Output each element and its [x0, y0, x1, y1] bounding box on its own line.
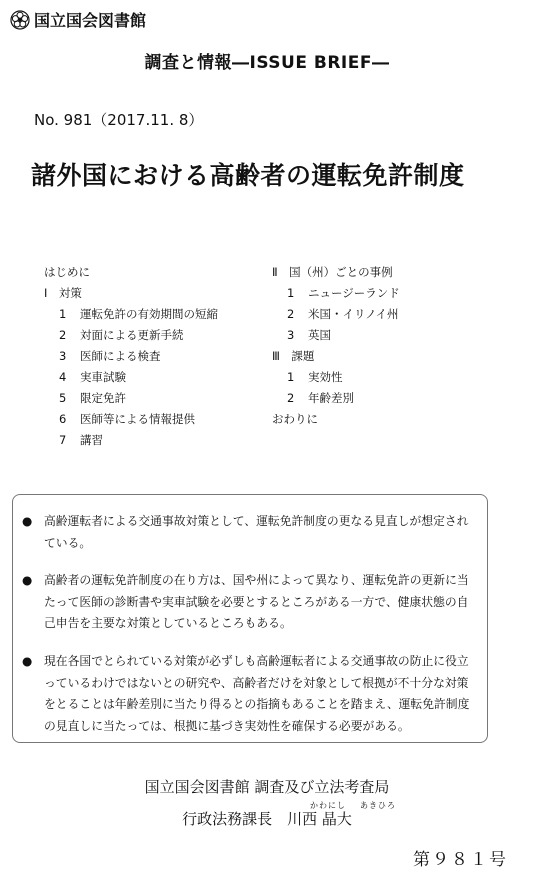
- toc-item: [272, 409, 400, 430]
- toc-item-label: 対面による更新手続: [80, 328, 184, 342]
- ruby-given: あきひろ: [360, 801, 396, 810]
- toc-item-number: 2: [59, 328, 67, 342]
- author-line: [0, 808, 534, 829]
- bullet-icon: ●: [22, 573, 33, 587]
- toc-item: [272, 388, 400, 409]
- ruby-family: かわにし: [310, 801, 346, 810]
- toc-item-label: 運転免許の有効期間の短縮: [80, 307, 218, 321]
- toc-item-number: 3: [59, 349, 67, 363]
- toc-item-label: 米国・イリノイ州: [308, 307, 399, 321]
- toc-item-label: 限定免許: [80, 391, 126, 405]
- library-header: [10, 8, 146, 31]
- toc-item-number: 1: [59, 307, 67, 321]
- toc-item-number: 4: [59, 370, 67, 384]
- bullet-icon: ●: [22, 654, 33, 668]
- toc-item-number: 5: [59, 391, 67, 405]
- toc-item-number: 2: [287, 391, 295, 405]
- bullet-icon: ●: [22, 514, 33, 528]
- toc-item-label: 医師による検査: [80, 349, 161, 363]
- toc-item-label: 英国: [308, 328, 331, 342]
- toc-item: [272, 367, 400, 388]
- summary-item: [22, 511, 476, 554]
- toc-item: [272, 304, 400, 325]
- document-title: 諸外国における高齢者の運転免許制度: [31, 161, 465, 190]
- toc-item-label: 年齢差別: [308, 391, 354, 405]
- summary-box: [12, 494, 488, 743]
- toc-item: [44, 388, 218, 409]
- issue-number-date: No. 981（2017.11. 8）: [34, 111, 204, 129]
- bureau-name: 国立国会図書館 調査及び立法考査局: [144, 778, 390, 796]
- author-name: 川西 晶大: [287, 810, 352, 828]
- summary-text: 現在各国でとられている対策が必ずしも高齢運転者による交通事故の防止に役立っているわけではないとの研究や、高齢者だけを対象として根拠が不十分な対策をとることは年齢差別に当たり得るとの指摘もあることを踏まえ、運転免許制度の見直しに当たっては、根拠に基づき実効性を確保する必要がある。: [44, 654, 470, 733]
- table-of-contents-right: [272, 262, 400, 430]
- toc-item: [44, 304, 218, 325]
- toc-item-number: 1: [287, 286, 295, 300]
- toc-item-label: Ⅱ 国（州）ごとの事例: [272, 265, 393, 279]
- toc-item-label: 講習: [80, 433, 103, 447]
- issue-number-footer: 第９８１号: [413, 850, 508, 870]
- toc-item: [44, 409, 218, 430]
- series-title: 調査と情報―ISSUE BRIEF―: [144, 53, 390, 73]
- toc-item: [44, 346, 218, 367]
- toc-item: [272, 262, 400, 283]
- toc-item-number: 2: [287, 307, 295, 321]
- toc-item-number: 7: [59, 433, 67, 447]
- toc-item-label: 実車試験: [80, 370, 126, 384]
- toc-item: [44, 283, 218, 304]
- toc-item-number: 6: [59, 412, 67, 426]
- toc-item: [44, 262, 218, 283]
- toc-item-label: Ⅰ 対策: [44, 286, 82, 300]
- summary-item: [22, 570, 476, 635]
- toc-item-label: おわりに: [272, 412, 318, 426]
- toc-item: [44, 367, 218, 388]
- library-logo-icon: [10, 10, 30, 30]
- toc-item-label: 医師等による情報提供: [80, 412, 195, 426]
- library-name: 国立国会図書館: [34, 11, 147, 30]
- summary-text: 高齢運転者による交通事故対策として、運転免許制度の更なる見直しが想定されている。: [44, 514, 469, 550]
- toc-item: [272, 346, 400, 367]
- toc-item-number: 1: [287, 370, 295, 384]
- toc-item-label: 実効性: [308, 370, 343, 384]
- summary-item: [22, 651, 476, 737]
- summary-text: 高齢者の運転免許制度の在り方は、国や州によって異なり、運転免許の更新に当たって医師の診断書や実車試験を必要とするところがある一方で、健康状態の自己申告を主要な対策としているところもある。: [44, 573, 469, 630]
- toc-item: [272, 325, 400, 346]
- toc-item-label: Ⅲ 課題: [272, 349, 315, 363]
- table-of-contents-left: [44, 262, 218, 451]
- author-title: 行政法務課長: [182, 810, 273, 828]
- toc-item-label: はじめに: [44, 265, 90, 279]
- toc-item-label: ニュージーランド: [308, 286, 400, 300]
- toc-item: [272, 283, 400, 304]
- toc-item: [44, 325, 218, 346]
- toc-item-number: 3: [287, 328, 295, 342]
- toc-item: [44, 430, 218, 451]
